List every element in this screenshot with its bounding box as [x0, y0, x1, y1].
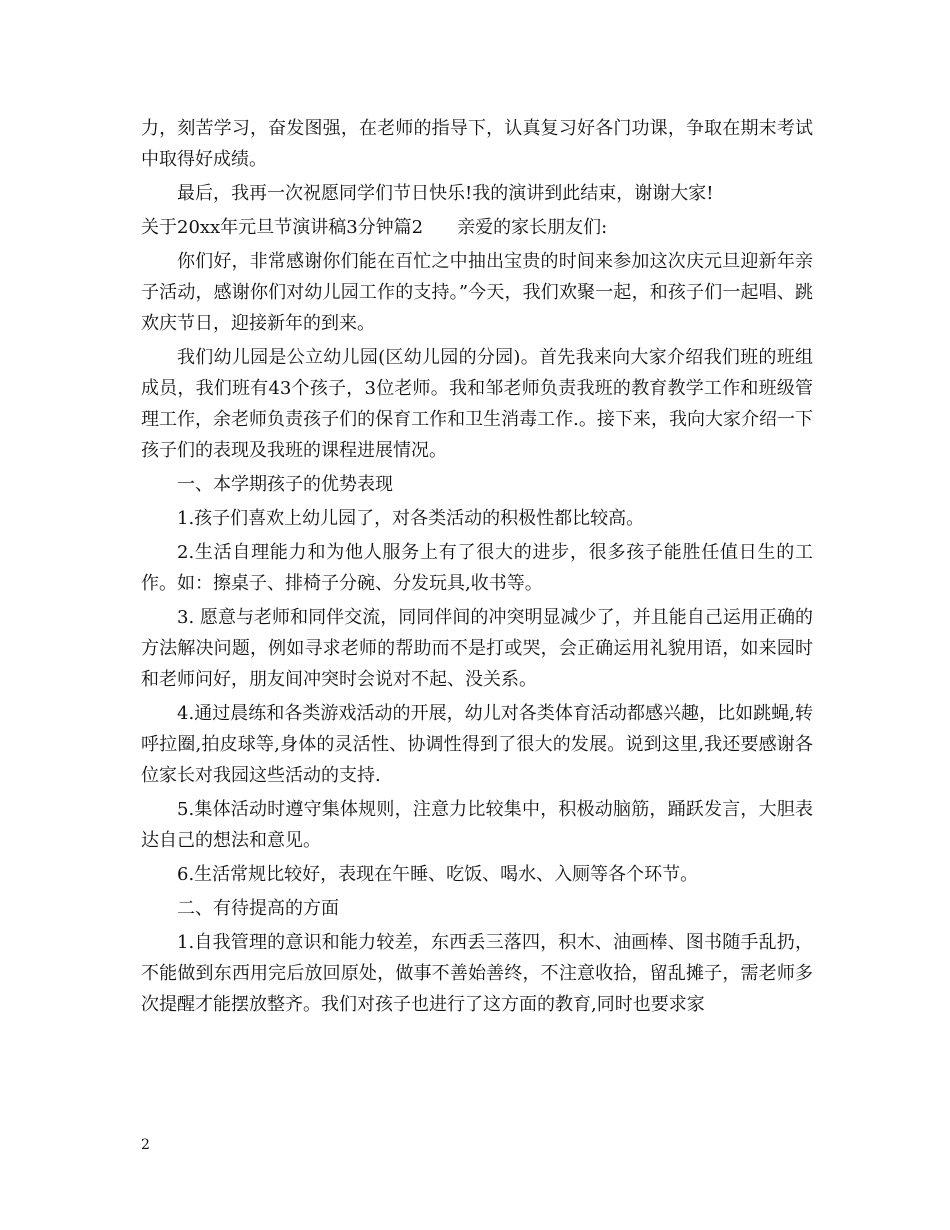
paragraph: 你们好，非常感谢你们能在百忙之中抽出宝贵的时间来参加这次庆元旦迎新年亲子活动，感谢你们对幼儿园工作的支持。”今天，我们欢聚一起，和孩子们一起唱、跳欢庆节日，迎接新年的到来。 — [141, 251, 813, 334]
list-item: 5.集体活动时遵守集体规则，注意力比较集中，积极动脑筋，踊跃发言，大胆表达自己的想法和意见。 — [141, 799, 813, 851]
list-item: 3. 愿意与老师和同伴交流，同同伴间的冲突明显减少了，并且能自己运用正确的方法解决问题，例如寻求老师的帮助而不是打或哭，会正确运用礼貌用语，如来园时和老师问好，朋友间冲突时会说对不起、没关系。 — [141, 607, 813, 690]
speech-title-line — [141, 212, 813, 243]
speech-title: 关于20xx年元旦节演讲稿3分钟篇2 — [141, 217, 424, 238]
list-item: 1.孩子们喜欢上幼儿园了，对各类活动的积极性都比较高。 — [177, 508, 645, 529]
speech-greeting: 亲爱的家长朋友们: — [457, 217, 608, 238]
list-item: 1.自我管理的意识和能力较差，东西丢三落四，积木、油画棒、图书随手乱扔，不能做到东西用完后放回原处，做事不善始善终，不注意收拾，留乱摊子，需老师多次提醒才能摆放整齐。我们对孩子也进行了这方面的教育,同时也要求家 — [141, 932, 813, 1015]
paragraph: 我们幼儿园是公立幼儿园(区幼儿园的分园)。首先我来向大家介绍我们班的班组成员，我们班有43个孩子，3位老师。我和邹老师负责我班的教育教学工作和班级管理工作，余老师负责孩子们的保育工作和卫生消毒工作.。接下来，我向大家介绍一下孩子们的表现及我班的课程进展情况。 — [141, 347, 813, 461]
document-body — [141, 113, 813, 1023]
list-item: 6.生活常规比较好，表现在午睡、吃饭、喝水、入厕等各个环节。 — [177, 864, 699, 885]
list-item: 2.生活自理能力和为他人服务上有了很大的进步，很多孩子能胜任值日生的工作。如：擦桌子、排椅子分碗、分发玩具,收书等。 — [141, 542, 813, 594]
section-heading: 二、有待提高的方面 — [177, 898, 339, 919]
list-item: 4.通过晨练和各类游戏活动的开展，幼儿对各类体育活动都感兴趣，比如跳蝇,转呼拉圈,拍皮球等,身体的灵活性、协调性得到了很大的发展。说到这里,我还要感谢各位家长对我园这些活动的支持. — [141, 703, 813, 786]
paragraph-continuation: 力，刻苦学习，奋发图强，在老师的指导下，认真复习好各门功课，争取在期末考试中取得好成绩。 — [141, 118, 813, 170]
page-number: 2 — [141, 1137, 150, 1153]
paragraph-closing: 最后，我再一次祝愿同学们节日快乐!我的演讲到此结束，谢谢大家! — [177, 183, 714, 204]
section-heading: 一、本学期孩子的优势表现 — [177, 474, 393, 495]
